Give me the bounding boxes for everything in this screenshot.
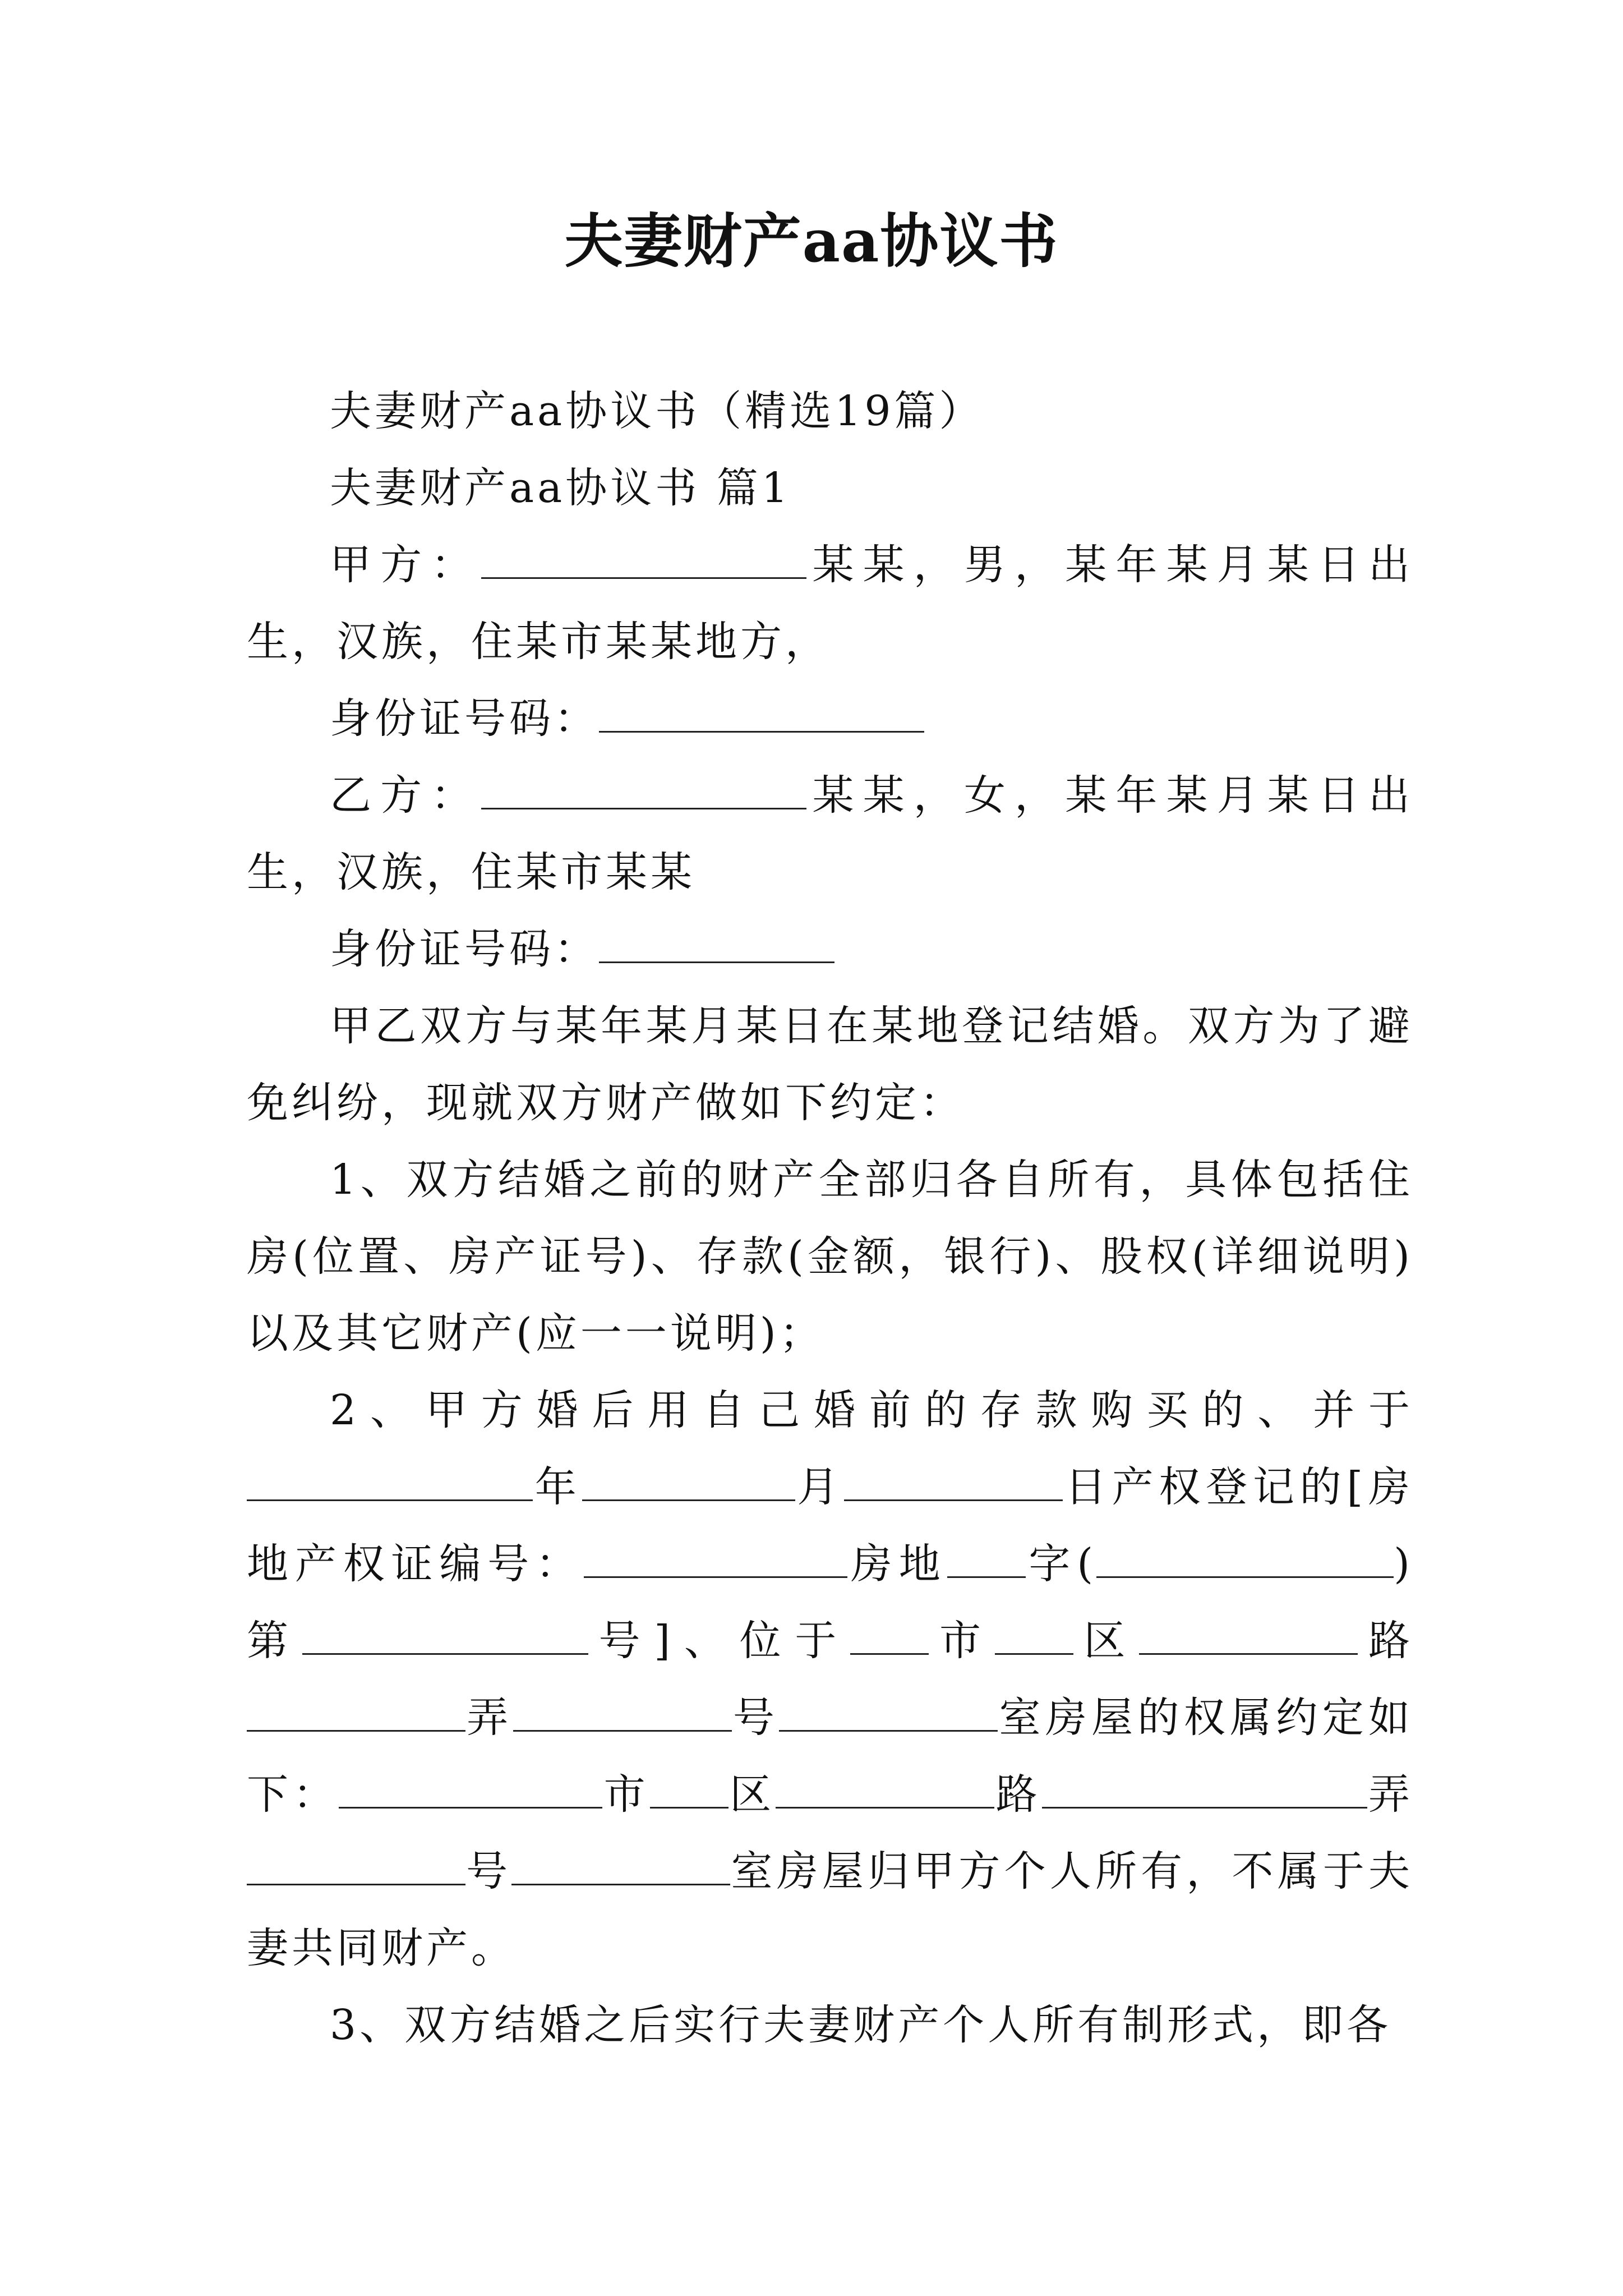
party-b-id-blank: [599, 928, 834, 963]
clause-2-text-3: 月: [795, 1463, 845, 1511]
paragraph-clause-1: 1、双方结婚之前的财产全部归各自所有，具体包括住房(位置、房产证号)、存款(金额，银行)、股权(详细说明)以及其它财产(应一一说明)；: [247, 1156, 1413, 1358]
room-blank-2: [511, 1850, 730, 1885]
year-blank: [247, 1466, 533, 1501]
clause-2-text-4: 日产权登记的[房地产权证编号：: [247, 1463, 1414, 1588]
paragraph-section-heading: 夫妻财产aa协议书 篇1: [330, 464, 791, 512]
number-blank-1: [513, 1696, 732, 1732]
clause-2-text-17: 路: [994, 1770, 1042, 1819]
clause-2-text-10: 区: [1073, 1617, 1140, 1665]
document-title: 夫妻财产aa协议书: [564, 206, 1059, 275]
paragraph-subtitle: 夫妻财产aa协议书（精选19篇）: [330, 387, 984, 435]
lane-blank-1: [247, 1696, 465, 1732]
day-blank: [844, 1466, 1063, 1501]
road-blank-2: [776, 1773, 994, 1809]
month-blank: [582, 1466, 795, 1501]
party-a-id-label: 身份证号码：: [330, 694, 599, 743]
clause-2-text-11: 路: [1358, 1617, 1414, 1665]
certificate-paren-blank: [1096, 1543, 1394, 1578]
party-b-id-label: 身份证号码：: [330, 925, 599, 973]
clause-2-text-1: 2、甲方婚后用自己婚前的存款购买的、并于: [330, 1386, 1413, 1434]
paragraph-party-a-id: [247, 680, 1413, 757]
party-a-name-blank: [481, 544, 806, 579]
clause-2-text-5: 房地: [847, 1540, 947, 1588]
paragraph-clause-3: 3、双方结婚之后实行夫妻财产个人所有制形式，即各: [330, 2001, 1392, 2049]
clause-2-text-18: 弄: [1367, 1770, 1414, 1819]
clause-2-text-2: 年: [533, 1463, 582, 1511]
party-a-details: 某某，男，某年某月某日出生，汉族，住某市某某地方，: [247, 541, 1414, 666]
party-b-name-blank: [481, 774, 806, 809]
number-blank-2: [247, 1850, 465, 1885]
certificate-no-blank: [302, 1619, 588, 1655]
lane-blank-2: [1042, 1773, 1367, 1809]
road-blank-1: [1139, 1619, 1358, 1655]
party-b-label: 乙方：: [330, 771, 482, 820]
clause-2-text-19: 号: [465, 1847, 512, 1895]
clause-2-text-12: 弄: [465, 1694, 513, 1742]
party-b-details: 某某，女，某年某月某日出生，汉族，住某市某某: [247, 771, 1414, 896]
district-blank-2: [650, 1773, 728, 1809]
city-blank-2: [339, 1773, 602, 1809]
paragraph-party-a: [247, 527, 1413, 680]
clause-2-text-20: 室房屋归甲方个人所有，不属于夫妻共同财产。: [247, 1847, 1414, 1972]
party-a-id-blank: [599, 697, 924, 733]
paragraph-party-b-id: [247, 911, 1413, 988]
paragraph-marriage-statement: 甲乙双方与某年某月某日在某地登记结婚。双方为了避免纠纷，现就双方财产做如下约定：: [247, 1002, 1413, 1127]
district-blank-1: [995, 1619, 1073, 1655]
clause-2-text-13: 号: [731, 1694, 780, 1742]
certificate-char-blank: [947, 1543, 1026, 1578]
clause-2-text-16: 区: [728, 1770, 776, 1819]
clause-2-text-7: )第: [247, 1540, 1414, 1665]
document-body: [247, 373, 1413, 2064]
clause-2-text-15: 市: [602, 1770, 650, 1819]
room-blank-1: [779, 1696, 998, 1732]
clause-2-text-9: 市: [929, 1617, 995, 1665]
paragraph-party-b: [247, 757, 1413, 911]
clause-2-text-8: 号]、位于: [588, 1617, 851, 1665]
clause-2-text-6: 字(: [1025, 1540, 1097, 1588]
paragraph-clause-2: [247, 1372, 1413, 1987]
certificate-number-blank: [584, 1543, 847, 1578]
city-blank-1: [850, 1619, 929, 1655]
clause-2-text-14: 室房屋的权属约定如下：: [247, 1694, 1414, 1819]
party-a-label: 甲方：: [330, 541, 482, 589]
